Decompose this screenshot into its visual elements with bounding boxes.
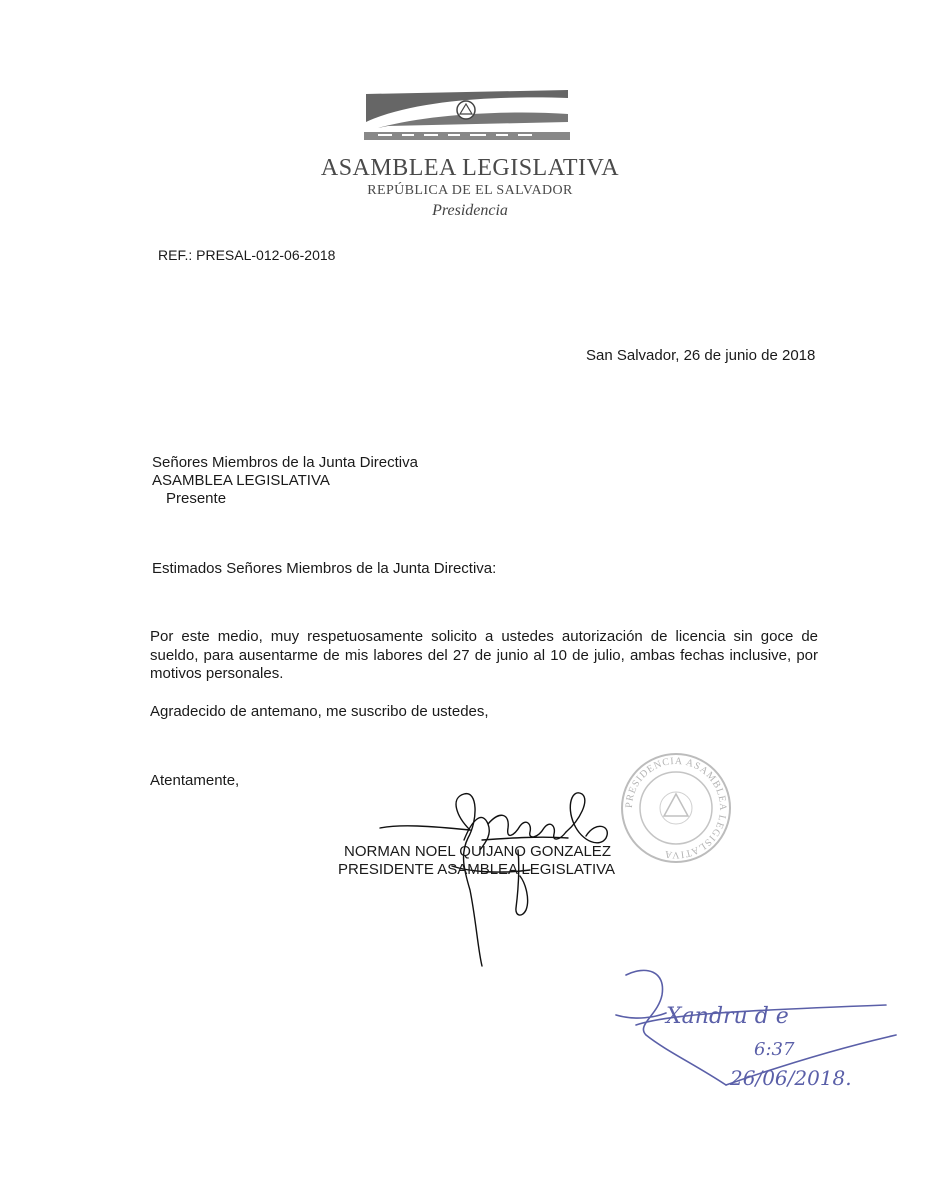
- date-line: San Salvador, 26 de junio de 2018: [586, 347, 816, 364]
- org-subtitle: REPÚBLICA DE EL SALVADOR: [367, 183, 573, 198]
- svg-text:6:37: 6:37: [754, 1039, 795, 1060]
- recipient-line: ASAMBLEA LEGISLATIVA: [152, 472, 330, 489]
- svg-text:PRESIDENCIA ASAMBLEA LEGISLATI: PRESIDENCIA ASAMBLEA LEGISLATIVA: [623, 755, 729, 861]
- recipient-line: Señores Miembros de la Junta Directiva: [152, 454, 418, 471]
- letterhead: [320, 88, 620, 228]
- reference-number: REF.: PRESAL-012-06-2018: [158, 247, 336, 263]
- body-paragraph: Por este medio, muy respetuosamente solicito a ustedes autorización de licencia sin goce de sueldo, para ausentarme de mis labores del 27 de junio al 10 de julio, ambas fechas inclusive, por motivos personales.: [150, 628, 818, 682]
- handwritten-signature: [360, 780, 630, 980]
- signatory-title: PRESIDENTE ASAMBLEA LEGISLATIVA: [338, 861, 616, 878]
- svg-text:26/06/2018.: 26/06/2018.: [730, 1066, 852, 1090]
- closing: Atentamente,: [150, 772, 240, 789]
- signatory-name: NORMAN NOEL QUIJANO GONZALEZ: [344, 843, 611, 860]
- org-name: ASAMBLEA LEGISLATIVA: [320, 155, 620, 181]
- recipient-line: Presente: [166, 490, 227, 507]
- greeting: Estimados Señores Miembros de la Junta Directiva:: [152, 560, 497, 577]
- svg-text:Xandru d e: Xandru d e: [666, 1004, 789, 1029]
- official-seal-icon: [618, 750, 734, 866]
- receipt-annotation: [606, 955, 906, 1105]
- closing-line: Agradecido de antemano, me suscribo de ustedes,: [150, 703, 489, 720]
- office-name: Presidencia: [432, 202, 508, 219]
- flag-emblem-icon: [358, 88, 574, 144]
- recipient-block: [152, 454, 418, 508]
